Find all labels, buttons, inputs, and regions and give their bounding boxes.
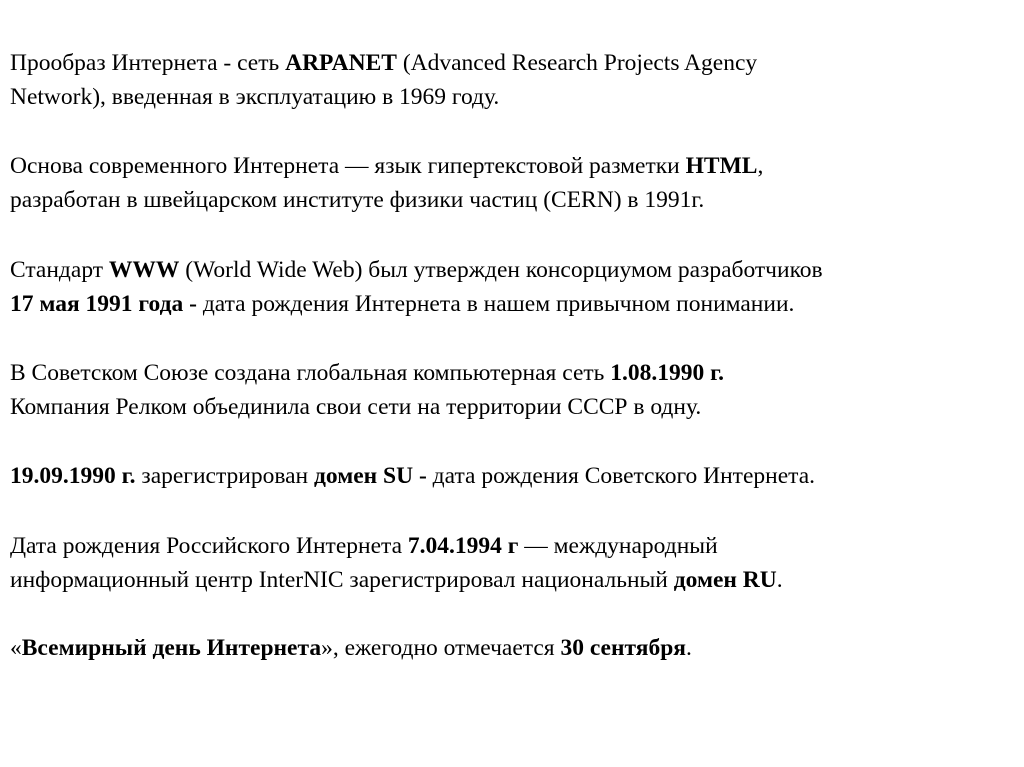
text-span: — международный xyxy=(518,533,718,559)
paragraph-html xyxy=(10,149,1010,217)
text-line: Компания Релком объединила свои сети на территории СССР в одну. xyxy=(10,394,702,420)
bold-term: Всемирный день Интернета xyxy=(21,635,322,661)
text-span: . xyxy=(776,567,783,593)
text-line xyxy=(10,253,1010,287)
bold-date: 30 сентября xyxy=(560,635,686,661)
bold-term: ARPANET xyxy=(285,50,397,76)
bold-date: 19.09.1990 г. xyxy=(10,463,136,489)
bold-term: домен RU xyxy=(673,567,777,593)
paragraph-www xyxy=(10,253,1010,321)
text-span: Прообраз Интернета - сеть xyxy=(10,50,286,76)
text-span: В Советском Союзе создана глобальная компьютерная сеть xyxy=(10,360,611,386)
text-line xyxy=(10,46,1010,80)
text-line: Network), введенная в эксплуатацию в 1969 году. xyxy=(10,84,500,110)
paragraph-internet-day xyxy=(10,631,1010,665)
text-span: информационный центр InterNIC зарегистрировал национальный xyxy=(10,567,674,593)
paragraph-soviet-network xyxy=(10,356,1010,424)
text-span: Стандарт xyxy=(10,257,109,283)
bold-date: 17 мая 1991 года - xyxy=(10,291,197,317)
text-line xyxy=(10,459,1010,493)
text-line xyxy=(10,563,1010,597)
text-line xyxy=(10,356,1010,390)
text-span: зарегистрирован xyxy=(135,463,314,489)
text-span: Основа современного Интернета — язык гипертекстовой разметки xyxy=(10,153,686,179)
text-span: », ежегодно отмечается xyxy=(321,635,561,661)
text-line xyxy=(10,529,1010,563)
paragraph-domain-su xyxy=(10,459,1010,493)
text-span: « xyxy=(10,635,22,661)
text-span: дата рождения Советского Интернета. xyxy=(426,463,816,489)
text-line xyxy=(10,287,1010,321)
text-line xyxy=(10,631,1010,665)
text-line: разработан в швейцарском институте физики частиц (CERN) в 1991г. xyxy=(10,187,705,213)
text-span: (Advanced Research Projects Agency xyxy=(396,50,758,76)
bold-date: 1.08.1990 г. xyxy=(610,360,725,386)
paragraph-arpanet xyxy=(10,46,1010,114)
text-span: , xyxy=(757,153,764,179)
bold-term: домен SU - xyxy=(314,463,427,489)
paragraph-domain-ru xyxy=(10,529,1010,597)
text-line xyxy=(10,149,1010,183)
text-span: дата рождения Интернета в нашем привычном понимании. xyxy=(196,291,795,317)
bold-term: HTML xyxy=(685,153,758,179)
bold-term: WWW xyxy=(108,257,180,283)
text-span: (World Wide Web) был утвержден консорциумом разработчиков xyxy=(179,257,823,283)
text-span: Дата рождения Российского Интернета xyxy=(10,533,408,559)
text-span: . xyxy=(685,635,692,661)
bold-date: 7.04.1994 г xyxy=(407,533,519,559)
